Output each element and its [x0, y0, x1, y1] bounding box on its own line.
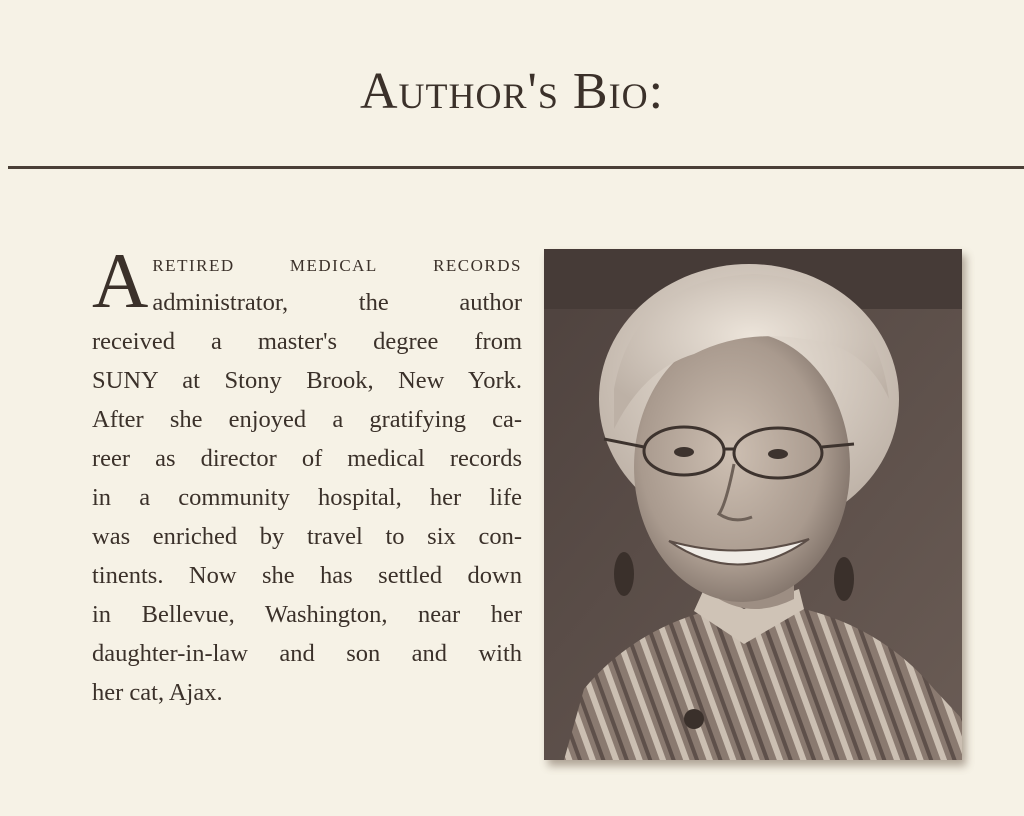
- bio-line: After she enjoyed a gratifying ca-: [92, 406, 522, 433]
- bio-line: was enriched by travel to six con-: [92, 523, 522, 550]
- bio-line: in Bellevue, Washington, near her: [92, 601, 522, 628]
- author-photo: [544, 249, 962, 760]
- bio-text: [92, 237, 522, 712]
- bio-line: SUNY at Stony Brook, New York.: [92, 367, 522, 394]
- drop-cap: A: [92, 237, 149, 324]
- bio-line: retired medical records: [152, 250, 522, 277]
- bio-line: reer as director of medical records: [92, 445, 522, 472]
- bio-line: received a master's degree from: [92, 328, 522, 355]
- bio-line: tinents. Now she has settled down: [92, 562, 522, 589]
- title-divider: [8, 166, 1024, 169]
- bio-line: in a community hospital, her life: [92, 484, 522, 511]
- bio-line: daughter-in-law and son and with: [92, 640, 522, 667]
- bio-line: administrator, the author: [152, 289, 522, 316]
- page-title: Author's Bio:: [359, 63, 665, 120]
- author-portrait-icon: [544, 249, 962, 760]
- bio-line: her cat, Ajax.: [92, 679, 223, 706]
